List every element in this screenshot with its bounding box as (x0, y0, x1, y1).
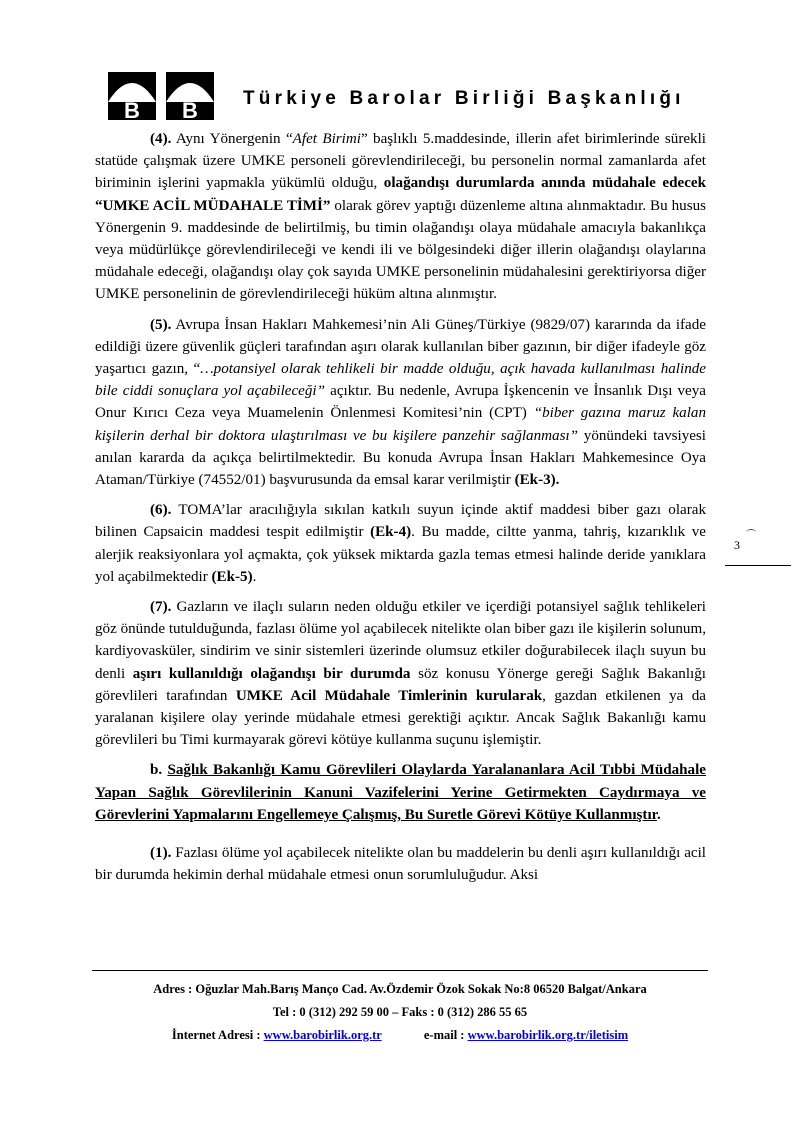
footer (92, 978, 708, 1047)
text-run: Aynı Yönergenin “ (171, 131, 293, 147)
text-run: Gazların ve ilaçlı suların neden olduğu etkiler ve içerdiği potansiyel sağlık tehlikeleri göz önünde tutulduğunda, fazlası ölüme yol açabilecek nitelikte olan biber gazı ile kişilerin solunum, kardiyovasküler, sindirim ve sinir sistemleri üzerinde olumsuz etkiler doğurabilecek ilaçlı suyun bu denli (95, 599, 706, 682)
text-run: Avrupa İnsan Hakları Mahkemesi’nin Ali Güneş/Türkiye (9829/07) kararında da ifade edildiği üzere güvenlik güçleri tarafından aşırı olarak kullanılan biber gazının, bir diğer ifadeyle göz yaşartıcı gazın, “ (95, 316, 706, 378)
text-run: b. (150, 762, 168, 779)
paragraph-b-1 (95, 842, 706, 886)
text-run: (5). (150, 316, 172, 333)
text-run: aşırı kullanıldığı olağandışı bir durumda (132, 665, 411, 682)
document-body (95, 128, 706, 895)
text-run: Sağlık Bakanlığı Kamu Görevlileri Olaylarda Yaralananlara Acil Tıbbi Müdahale Yapan Sağlık Görevlilerinin Kanuni Vazifelerini Yerine Getirmekten Caydırmaya ve Görevlerini Yapmalarını Engellemeye Çalışmış, Bu Suretle Görevi Kötüye Kullanmıştır (95, 762, 706, 823)
paragraph-6 (95, 499, 706, 588)
svg-text:B: B (124, 98, 140, 120)
text-run: Fazlası ölüme yol açabilecek nitelikte olan bu maddelerin bu denli aşırı kullanıldığı acil bir durumda hekimin derhal müdahale etmesi onun sorumluluğudur. Aksi (95, 845, 706, 884)
internet-label: İnternet Adresi : (171, 1028, 261, 1042)
text-run: (Ek-5) (211, 568, 253, 585)
page-corner-mark (746, 529, 756, 536)
text-run: söz konusu Yönerge gereği Sağlık Bakanlığı görevlileri tarafından (95, 665, 706, 704)
text-run: ” başlıklı 5.maddesinde, illerin afet birimlerinde sürekli statüde çalışmak üzere UMKE personeli görevlendirileceği, bu personelin normal zamanlarda afet biriminin işlerini yapmakla yükümlü olduğu, (95, 131, 706, 192)
text-run: olağandışı durumlarda anında müdahale edecek “UMKE ACİL MÜDAHALE TİMİ” (95, 175, 706, 214)
contact-link[interactable]: www.barobirlik.org.tr/iletisim (467, 1028, 629, 1042)
text-run: . (252, 568, 257, 585)
text-run: açıktır. Bu nedenle, Avrupa İşkencenin ve İnsanlık Dışı veya Onur Kırıcı Ceza veya Muamelenin Önlenmesi Komitesi’nin (CPT) (95, 383, 706, 422)
paragraph-7 (95, 596, 706, 751)
section-heading-b (95, 759, 706, 826)
text-run: (6). (150, 502, 172, 519)
page-number-rule (725, 565, 791, 566)
text-run: “biber gazına maruz kalan kişilerin derhal bir doktora ulaştırılması ve bu kişilere panzehir sağlanması” (95, 405, 706, 444)
svg-text:B: B (182, 98, 198, 120)
paragraph-4 (95, 128, 706, 306)
text-run: (4). (150, 131, 172, 147)
text-run: Afet Birimi (292, 131, 361, 147)
text-run: (Ek-3). (514, 472, 560, 489)
text-run: …potansiyel olarak tehlikeli bir madde olduğu, açık havada kullanılması halinde bile ciddi sonuçlara yol açabileceği” (95, 361, 706, 400)
page-number: 3 (734, 538, 740, 552)
text-run: (7). (150, 599, 172, 616)
text-run: UMKE Acil Müdahale Timlerinin kurularak (235, 687, 543, 704)
bar-association-logo (108, 72, 214, 120)
organization-name: Türkiye Barolar Birliği Başkanlığı (243, 88, 685, 109)
email-label: e-mail : (423, 1028, 465, 1042)
text-run: , gazdan etkilenen ya da yaralanan kişilere olay yerinde müdahale etmesi gerektiği açıktır. Ancak Sağlık Bakanlığı kamu görevlileri bu Timi kurmayarak görevi kötüye kullanma suçunu işlemiştir. (95, 687, 707, 749)
footer-web (92, 1024, 708, 1047)
footer-phone: Tel : 0 (312) 292 59 00 – Faks : 0 (312) 286 55 65 (272, 1005, 528, 1019)
footer-address: Adres : Oğuzlar Mah.Barış Manço Cad. Av.Özdemir Özok Sokak No:8 06520 Balgat/Ankara (153, 982, 647, 996)
text-run: . (656, 806, 661, 823)
paragraph-5 (95, 314, 706, 492)
footer-divider (92, 970, 708, 971)
website-link[interactable]: www.barobirlik.org.tr (263, 1028, 382, 1042)
text-run: TOMA’lar aracılığıyla sıkılan katkılı suyun içinde aktif maddesi biber gazı olarak bilinen Capsaicin maddesi tespit edilmiştir (95, 502, 706, 541)
text-run: yönündeki tavsiyesi anılan kararda da açıkça belirtilmektedir. Bu konuda Avrupa İnsan Hakları Mahkemesince Oya Ataman/Türkiye (74552/01) başvurusunda da emsal karar verilmiştir (95, 427, 707, 489)
letterhead (108, 72, 728, 122)
text-run: (1). (150, 845, 172, 862)
text-run: . Bu madde, ciltte yanma, tahriş, kızarıklık ve alerjik reaksiyonlara yol açmakta, çok yüksek miktarda gazla temas etmesi halinde deride yanıklara yol açabilmektedir (95, 524, 706, 585)
text-run: (Ek-4) (370, 524, 412, 541)
text-run: olarak görev yaptığı düzenleme altına alınmaktadır. Bu husus Yönergenin 9. maddesinde de belirtilmiş, bu timin olağandışı olaya müdahale amacıyla bakanlıkça veya müdürlükçe görevlendirileceği ve kendi ili ve bölgesindeki diğer illerin olağandışı olaylarına müdahale edeceği, olağandışı olay çok sayıda UMKE personelinin müdahalesini gerektiriyorsa diğer UMKE personelinin de görevlendirileceği hüküm altına alınmıştır. (95, 197, 706, 303)
